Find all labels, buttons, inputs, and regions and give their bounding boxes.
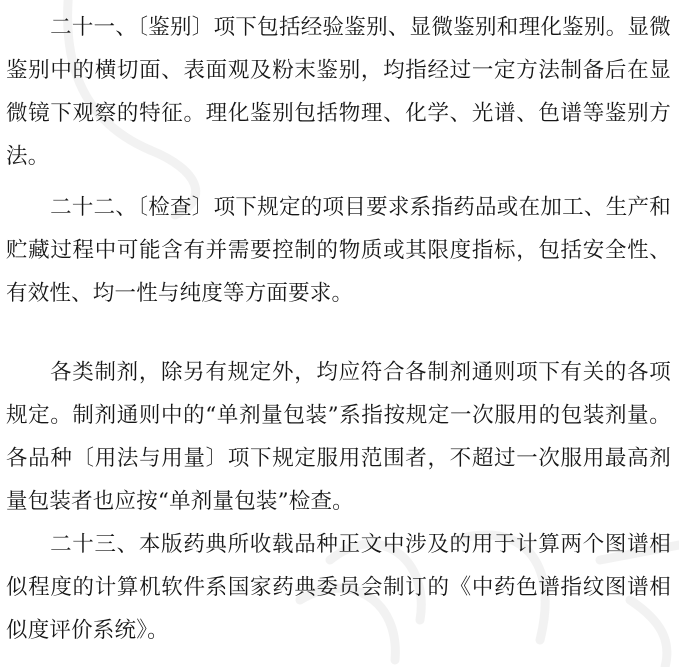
paragraph-spacer <box>6 178 671 186</box>
section-spacer <box>6 315 671 351</box>
paragraph-article-22: 二十二、〔检查〕项下规定的项目要求系指药品或在加工、生产和贮藏过程中可能含有并需要控制的物质或其限度指标，包括安全性、有效性、均一性与纯度等方面要求。 <box>6 195 671 306</box>
paragraph-article-23: 二十三、本版药典所收载品种正文中涉及的用于计算两个图谱相似程度的计算机软件系国家药典委员会制订的《中药色谱指纹图谱相似度评价系统》。 <box>6 532 671 643</box>
paragraph-article-21: 二十一、〔鉴别〕项下包括经验鉴别、显微鉴别和理化鉴别。显微鉴别中的横切面、表面观及粉末鉴别，均指经过一定方法制备后在显微镜下观察的特征。理化鉴别包括物理、化学、光谱、色谱等鉴别方法。 <box>6 15 671 169</box>
paragraph-preparations-note: 各类制剂，除另有规定外，均应符合各制剂通则项下有关的各项规定。制剂通则中的“单剂量包装”系指按规定一次服用的包装剂量。各品种〔用法与用量〕项下规定服用范围者，不超过一次服用最高剂量包装者也应按“单剂量包装”检查。 <box>6 360 671 514</box>
